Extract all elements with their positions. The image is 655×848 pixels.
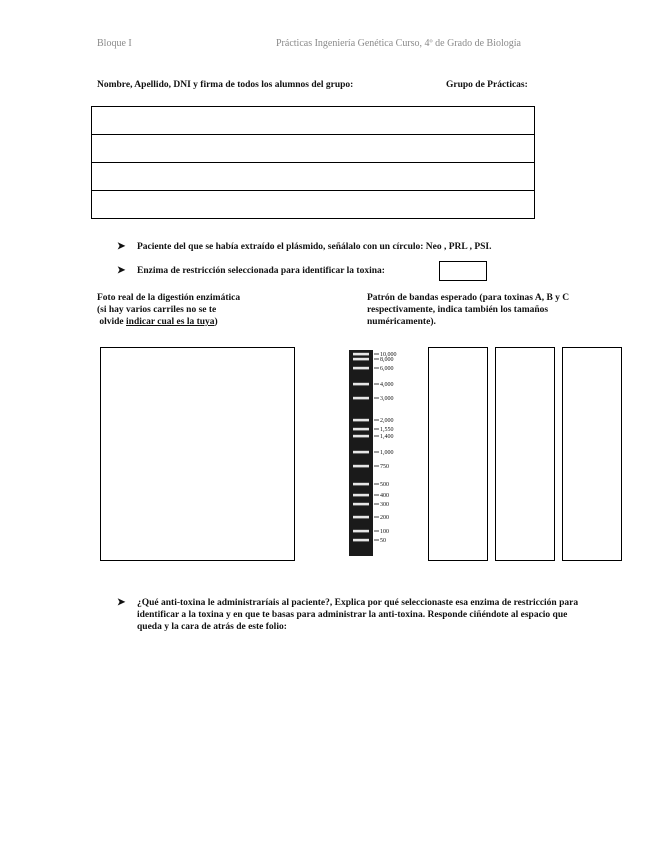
ladder-band	[353, 465, 369, 468]
arrowhead-bullet-icon: ➤	[117, 241, 126, 252]
photo-caption-line1: Foto real de la digestión enzimática	[97, 293, 241, 303]
photo-caption-line3-c: )	[214, 317, 218, 327]
ladder-band	[353, 428, 369, 431]
ladder-band	[353, 503, 369, 506]
enzyme-answer-box[interactable]	[439, 261, 487, 281]
photo-answer-box[interactable]	[100, 347, 295, 561]
names-row[interactable]	[92, 107, 534, 134]
ladder-band	[353, 494, 369, 497]
ladder-label: 750	[380, 464, 389, 470]
photo-caption-line3	[97, 316, 297, 328]
names-row[interactable]	[92, 162, 534, 190]
names-row[interactable]	[92, 190, 534, 218]
ladder-band	[353, 358, 369, 361]
ladder-label: 2,000	[380, 418, 394, 424]
names-label: Nombre, Apellido, DNI y firma de todos los alumnos del grupo:	[97, 80, 354, 90]
ladder-label: 8,000	[380, 357, 394, 363]
photo-caption-line3-a: olvide	[99, 317, 127, 327]
ladder-label: 300	[380, 502, 389, 508]
ladder-band	[353, 483, 369, 486]
ladder-label: 100	[380, 529, 389, 535]
dna-ladder-image	[347, 348, 407, 558]
ladder-label: 1,400	[380, 434, 394, 440]
ladder-band	[353, 435, 369, 438]
names-table	[91, 106, 535, 219]
photo-caption-line2: (si hay varios carriles no se te	[97, 305, 217, 315]
names-row[interactable]	[92, 134, 534, 162]
arrowhead-bullet-icon: ➤	[117, 265, 126, 276]
photo-caption-line3-b: indicar cual es la tuya	[126, 317, 215, 327]
ladder-label: 1,000	[380, 450, 394, 456]
patient-question: Paciente del que se había extraído el plásmido, señálalo con un círculo: Neo , PRL , PSI.	[137, 242, 492, 252]
pattern-caption: Patrón de bandas esperado (para toxinas A, B y C respectivamente, indica también los tamaños numéricamente).	[367, 293, 570, 327]
ladder-label: 200	[380, 515, 389, 521]
lane-box-toxin-c[interactable]	[562, 347, 622, 561]
ladder-band	[353, 383, 369, 386]
ladder-label: 1,550	[380, 427, 394, 433]
ladder-band	[353, 367, 369, 370]
ladder-band	[353, 353, 369, 356]
ladder-label: 4,000	[380, 382, 394, 388]
ladder-band	[353, 451, 369, 454]
ladder-label: 10,000	[380, 352, 397, 358]
header-left: Bloque I	[97, 38, 132, 49]
ladder-label: 500	[380, 482, 389, 488]
enzyme-question: Enzima de restricción seleccionada para identificar la toxina:	[137, 266, 385, 276]
photo-caption	[97, 292, 297, 328]
ladder-band	[353, 397, 369, 400]
lane-box-toxin-a[interactable]	[428, 347, 488, 561]
antitoxin-question: ¿Qué anti-toxina le administraríais al paciente?, Explica por qué seleccionaste esa enzima de restricción para identificar a la toxina y en que te basas para administrar la anti-toxina. Responde ciñéndote al espacio que queda y la cara de atrás de este folio:	[137, 598, 579, 632]
ladder-label: 6,000	[380, 366, 394, 372]
arrowhead-bullet-icon: ➤	[117, 597, 126, 608]
ladder-label: 400	[380, 493, 389, 499]
ladder-band	[353, 530, 369, 533]
lane-box-toxin-b[interactable]	[495, 347, 555, 561]
ladder-label: 3,000	[380, 396, 394, 402]
header-right: Prácticas Ingeniería Genética Curso, 4º de Grado de Biología	[276, 38, 521, 49]
group-label: Grupo de Prácticas:	[446, 80, 528, 90]
ladder-band	[353, 539, 369, 542]
ladder-label: 50	[380, 538, 386, 544]
ladder-band	[353, 419, 369, 422]
ladder-band	[353, 516, 369, 519]
